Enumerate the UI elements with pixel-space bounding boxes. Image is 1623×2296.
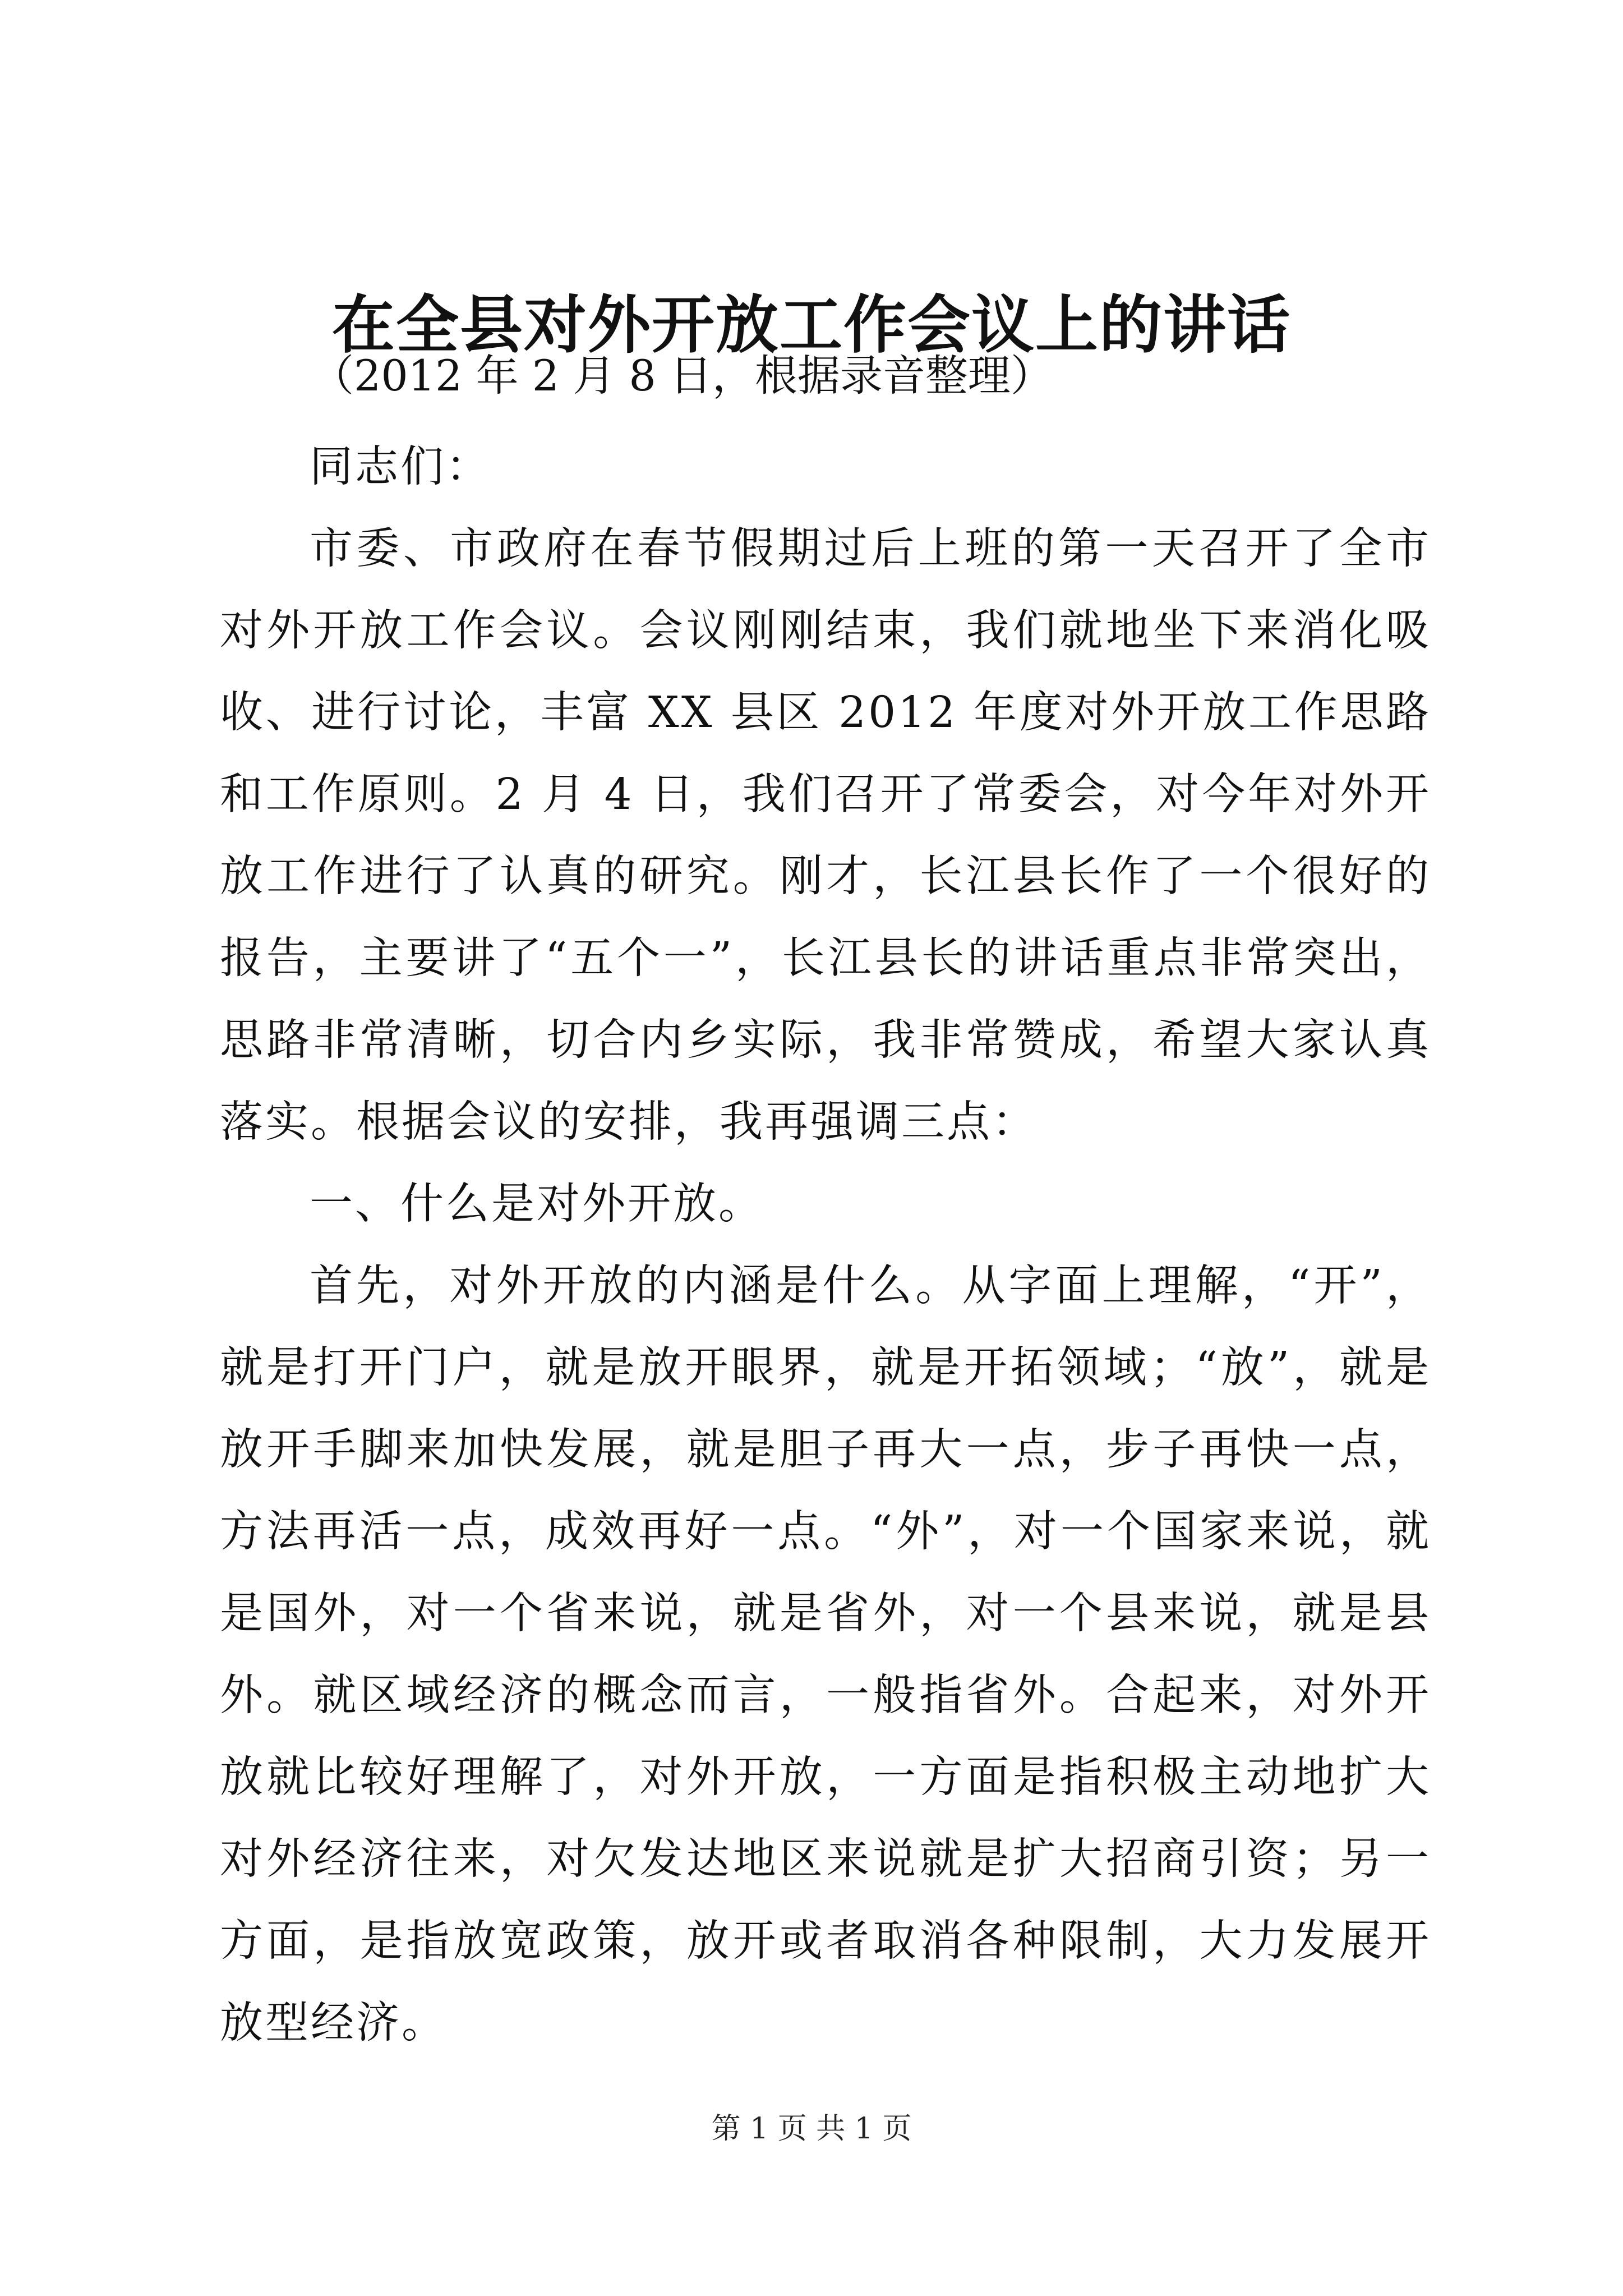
page-footer: 第 1 页 共 1 页 — [711, 2112, 912, 2146]
document-title: 在全县对外开放工作会议上的讲话 — [332, 288, 1291, 362]
document-body — [220, 426, 1431, 2064]
salutation-paragraph: 同志们： — [310, 442, 491, 492]
document-subtitle: （2012 年 2 月 8 日，根据录音整理） — [311, 351, 1053, 401]
section-heading: 一、什么是对外开放。 — [310, 1179, 764, 1229]
body-paragraph: 市委、市政府在春节假期过后上班的第一天召开了全市对外开放工作会议。会议刚刚结束，我们就地坐下来消化吸收、进行讨论，丰富 XX 县区 2012 年度对外开放工作思路和工作原则。2 月 4 日，我们召开了常委会，对今年对外开放工作进行了认真的研究。刚才，长江县长作了一个很好的报告，主要讲了“五个一”，长江县长的讲话重点非常突出，思路非常清晰，切合内乡实际，我非常赞成，希望大家认真落实。根据会议的安排，我再强调三点： — [220, 524, 1431, 1147]
body-paragraph: 首先，对外开放的内涵是什么。从字面上理解，“开”，就是打开门户，就是放开眼界，就是开拓领域；“放”，就是放开手脚来加快发展，就是胆子再大一点，步子再快一点，方法再活一点，成效再好一点。“外”，对一个国家来说，就是国外，对一个省来说，就是省外，对一个县来说，就是县外。就区域经济的概念而言，一般指省外。合起来，对外开放就比较好理解了，对外开放，一方面是指积极主动地扩大对外经济往来，对欠发达地区来说就是扩大招商引资；另一方面，是指放宽政策，放开或者取消各种限制，大力发展开放型经济。 — [220, 1261, 1431, 2048]
